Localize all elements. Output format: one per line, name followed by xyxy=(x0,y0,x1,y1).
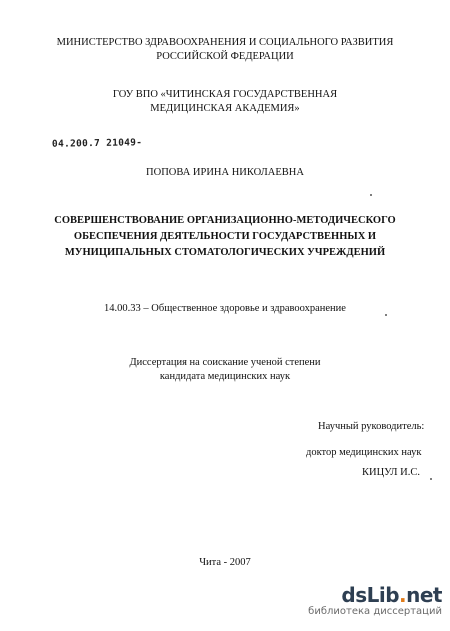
watermark-logo: dsLib.net xyxy=(341,583,442,607)
city-year: Чита - 2007 xyxy=(199,557,251,568)
scan-speck xyxy=(385,314,387,316)
ministry-line-1: МИНИСТЕРСТВО ЗДРАВООХРАНЕНИЯ И СОЦИАЛЬНОГО РАЗВИТИЯ xyxy=(56,37,394,48)
scan-speck xyxy=(430,478,432,480)
watermark-subtitle: библиотека диссертаций xyxy=(308,606,442,617)
title-line-1: СОВЕРШЕНСТВОВАНИЕ ОРГАНИЗАЦИОННО-МЕТОДИЧЕСКОГО xyxy=(54,215,396,226)
title-line-3: МУНИЦИПАЛЬНЫХ СТОМАТОЛОГИЧЕСКИХ УЧРЕЖДЕНИЙ xyxy=(64,247,386,258)
ministry-line-2: РОССИЙСКОЙ ФЕДЕРАЦИИ xyxy=(156,51,294,62)
supervisor-label: Научный руководитель: xyxy=(318,421,425,432)
archive-stamp: 04.200.7 21049- xyxy=(51,137,143,150)
author-name: ПОПОВА ИРИНА НИКОЛАЕВНА xyxy=(146,167,304,178)
scan-speck xyxy=(370,194,372,196)
degree-line-2: кандидата медицинских наук xyxy=(159,371,291,382)
watermark xyxy=(308,584,442,618)
institution-line-2: МЕДИЦИНСКАЯ АКАДЕМИЯ» xyxy=(150,103,300,114)
specialty-code: 14.00.33 – Общественное здоровье и здравоохранение xyxy=(104,303,346,314)
supervisor-degree: доктор медицинских наук xyxy=(306,447,422,458)
title-line-2: ОБЕСПЕЧЕНИЯ ДЕЯТЕЛЬНОСТИ ГОСУДАРСТВЕННЫХ И xyxy=(73,231,377,242)
supervisor-name: КИЦУЛ И.С. xyxy=(362,467,421,478)
institution-line-1: ГОУ ВПО «ЧИТИНСКАЯ ГОСУДАРСТВЕННАЯ xyxy=(112,89,338,100)
degree-line-1: Диссертация на соискание ученой степени xyxy=(129,357,321,368)
